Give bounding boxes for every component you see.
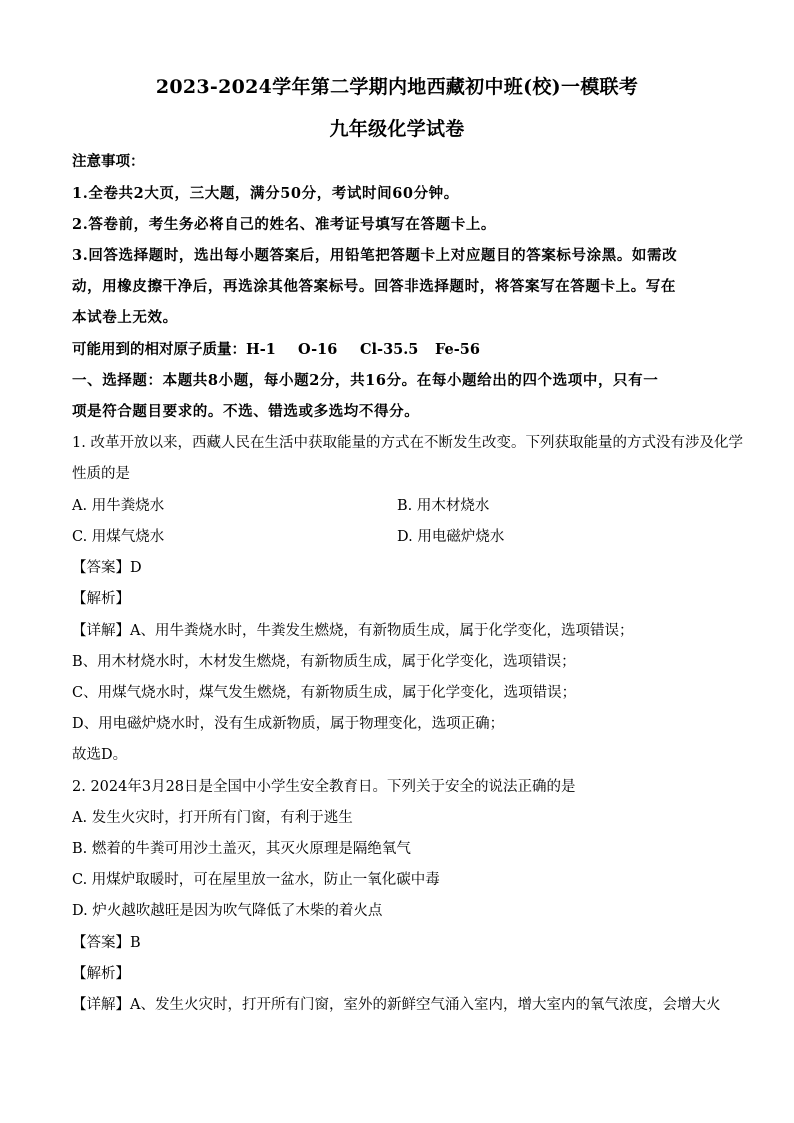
notice-item-2: 2.答卷前，考生务必将自己的姓名、准考证号填写在答题卡上。 [72,216,497,233]
q1-analysis-label: 【解析】 [72,591,130,607]
atomic-mass-h: H-1 [246,341,276,358]
notice-item-3-line-1: 3.回答选择题时，选出每小题答案后，用铅笔把答题卡上对应题目的答案标号涂黑。如需改 [72,247,678,264]
atomic-mass-label: 可能用到的相对原子质量： [72,341,246,358]
q2-option-a: A. 发生火灾时，打开所有门窗，有利于逃生 [72,810,353,826]
notice-heading: 注意事项： [72,153,145,170]
q1-detail-2: B、用木材烧水时，木材发生燃烧，有新物质生成，属于化学变化，选项错误； [72,654,576,670]
notice-item-3-line-2: 动，用橡皮擦干净后，再选涂其他答案标号。回答非选择题时，将答案写在答题卡上。写在 [72,278,676,295]
q1-detail-1: 【详解】A、用牛粪烧水时，牛粪发生燃烧，有新物质生成，属于化学变化，选项错误； [72,623,634,639]
atomic-mass-o: O-16 [298,341,338,358]
q1-answer: 【答案】D [72,560,142,576]
atomic-mass-line [72,338,480,359]
atomic-mass-cl: Cl-35.5 [360,341,419,358]
section1-heading-line-1: 一、选择题：本题共8小题，每小题2分，共16分。在每小题给出的四个选项中，只有一 [72,372,659,389]
q1-stem-line-1: 1. 改革开放以来，西藏人民在生活中获取能量的方式在不断发生改变。下列获取能量的方式没有涉及化学 [72,435,743,451]
q1-option-d: D. 用电磁炉烧水 [397,529,505,545]
q2-option-d: D. 炉火越吹越旺是因为吹气降低了木柴的着火点 [72,903,383,919]
q2-detail-1: 【详解】A、发生火灾时，打开所有门窗，室外的新鲜空气涌入室内，增大室内的氧气浓度，会增大火 [72,997,721,1013]
q1-option-a: A. 用牛粪烧水 [72,498,165,514]
exam-subtitle: 九年级化学试卷 [329,118,465,140]
q1-conclusion: 故选D。 [72,747,128,763]
q1-detail-3: C、用煤气烧水时，煤气发生燃烧，有新物质生成，属于化学变化，选项错误； [72,685,577,701]
q2-option-b: B. 燃着的牛粪可用沙土盖灭，其灭火原理是隔绝氧气 [72,841,411,857]
q1-option-c: C. 用煤气烧水 [72,529,165,545]
notice-item-3-line-3: 本试卷上无效。 [72,309,178,326]
q2-option-c: C. 用煤炉取暖时，可在屋里放一盆水，防止一氧化碳中毒 [72,872,440,888]
notice-item-1: 1.全卷共2大页，三大题，满分50分，考试时间60分钟。 [72,185,459,202]
section1-heading-line-2: 项是符合题目要求的。不选、错选或多选均不得分。 [72,403,420,420]
q2-analysis-label: 【解析】 [72,966,130,982]
q1-stem-line-2: 性质的是 [72,466,130,482]
q2-answer: 【答案】B [72,935,141,951]
q2-stem: 2. 2024年3月28日是全国中小学生安全教育日。下列关于安全的说法正确的是 [72,779,576,795]
exam-title: 2023-2024学年第二学期内地西藏初中班(校)一模联考 [155,76,639,98]
q1-detail-4: D、用电磁炉烧水时，没有生成新物质，属于物理变化，选项正确； [72,716,505,732]
atomic-mass-fe: Fe-56 [435,341,480,358]
q1-option-b: B. 用木材烧水 [397,498,490,514]
